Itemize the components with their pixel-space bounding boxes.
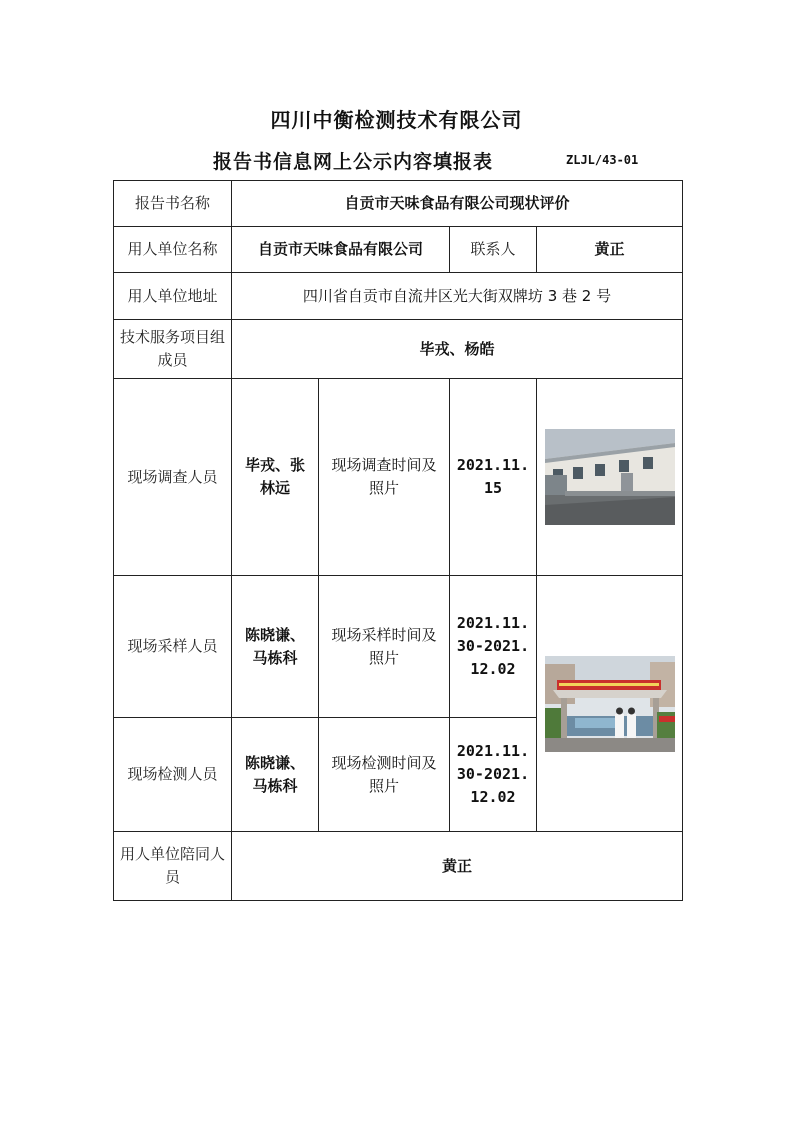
survey-photo-cell bbox=[537, 379, 683, 576]
report-name-value: 自贡市天味食品有限公司现状评价 bbox=[232, 181, 683, 227]
row-employer bbox=[114, 227, 683, 273]
row-survey bbox=[114, 379, 683, 576]
survey-time-label: 现场调查时间及照片 bbox=[319, 379, 450, 576]
sampling-photo-cell bbox=[537, 576, 683, 832]
row-sampling bbox=[114, 576, 683, 718]
testing-date: 2021.11.30-2021.12.02 bbox=[450, 718, 537, 832]
report-name-label: 报告书名称 bbox=[114, 181, 232, 227]
sampling-date: 2021.11.30-2021.12.02 bbox=[450, 576, 537, 718]
address-label: 用人单位地址 bbox=[114, 273, 232, 320]
escort-value: 黄正 bbox=[232, 832, 683, 901]
contact-value: 黄正 bbox=[537, 227, 683, 273]
form-code: ZLJL/43-01 bbox=[566, 153, 639, 167]
form-title: 报告书信息网上公示内容填报表 bbox=[213, 151, 494, 173]
sampling-people: 陈晓谦、马栋科 bbox=[232, 576, 319, 718]
members-label: 技术服务项目组成员 bbox=[114, 320, 232, 379]
employer-value: 自贡市天味食品有限公司 bbox=[232, 227, 450, 273]
survey-building-photo bbox=[545, 429, 675, 525]
testing-time-label: 现场检测时间及照片 bbox=[319, 718, 450, 832]
survey-label: 现场调查人员 bbox=[114, 379, 232, 576]
sampling-label: 现场采样人员 bbox=[114, 576, 232, 718]
sampling-time-label: 现场采样时间及照片 bbox=[319, 576, 450, 718]
survey-date: 2021.11.15 bbox=[450, 379, 537, 576]
row-report-name bbox=[114, 181, 683, 227]
address-value: 四川省自贡市自流井区光大街双牌坊 3 巷 2 号 bbox=[232, 273, 683, 320]
testing-label: 现场检测人员 bbox=[114, 718, 232, 832]
survey-people: 毕戎、张林远 bbox=[232, 379, 319, 576]
employer-label: 用人单位名称 bbox=[114, 227, 232, 273]
company-name: 四川中衡检测技术有限公司 bbox=[270, 108, 523, 132]
info-table bbox=[113, 180, 683, 901]
escort-label: 用人单位陪同人员 bbox=[114, 832, 232, 901]
row-members bbox=[114, 320, 683, 379]
members-value: 毕戎、杨皓 bbox=[232, 320, 683, 379]
contact-label: 联系人 bbox=[450, 227, 537, 273]
row-escort bbox=[114, 832, 683, 901]
row-address bbox=[114, 273, 683, 320]
testing-people: 陈晓谦、马栋科 bbox=[232, 718, 319, 832]
factory-gate-photo bbox=[545, 656, 675, 752]
